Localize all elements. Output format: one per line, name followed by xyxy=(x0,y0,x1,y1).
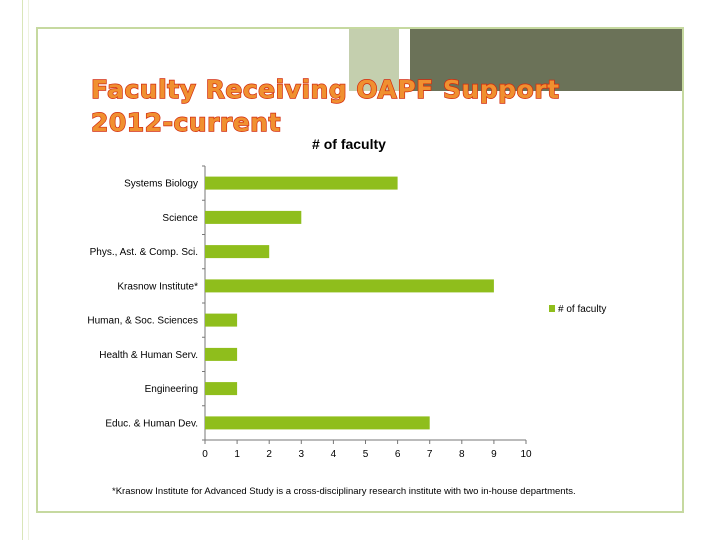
legend-label: # of faculty xyxy=(558,304,607,315)
bar xyxy=(205,279,494,292)
x-tick-label: 8 xyxy=(459,449,465,460)
x-tick-label: 7 xyxy=(426,449,433,460)
x-tick-label: 2 xyxy=(266,449,272,460)
bar xyxy=(205,245,269,258)
category-label: Engineering xyxy=(144,384,198,396)
x-tick-label: 9 xyxy=(491,449,497,460)
chart-title: # of faculty xyxy=(312,136,386,152)
category-label: Systems Biology xyxy=(124,178,198,190)
legend-swatch xyxy=(549,305,555,312)
bar xyxy=(205,177,398,190)
category-label: Human, & Soc. Sciences xyxy=(87,315,198,327)
slide-title-line1: Faculty Receiving OAPF Support xyxy=(91,75,560,104)
bar xyxy=(205,211,301,224)
x-tick-label: 1 xyxy=(234,449,240,460)
x-tick-label: 6 xyxy=(394,449,401,460)
x-tick-label: 0 xyxy=(202,449,208,460)
category-label: Krasnow Institute* xyxy=(117,281,198,293)
x-tick-label: 3 xyxy=(298,449,305,460)
bar xyxy=(205,314,237,327)
bar xyxy=(205,382,237,395)
x-tick-label: 4 xyxy=(330,449,337,460)
x-tick-label: 5 xyxy=(362,449,369,460)
category-label: Phys., Ast. & Comp. Sci. xyxy=(89,247,198,259)
bar xyxy=(205,416,430,429)
footnote: *Krasnow Institute for Advanced Study is a cross-disciplinary research institute with two in-house departments. xyxy=(112,486,576,497)
x-tick-label: 10 xyxy=(520,449,532,460)
category-label: Science xyxy=(162,212,198,224)
category-label: Health & Human Serv. xyxy=(99,349,198,361)
slide-title-line2: 2012-current xyxy=(91,108,281,137)
category-label: Educ. & Human Dev. xyxy=(105,418,198,430)
bar xyxy=(205,348,237,361)
